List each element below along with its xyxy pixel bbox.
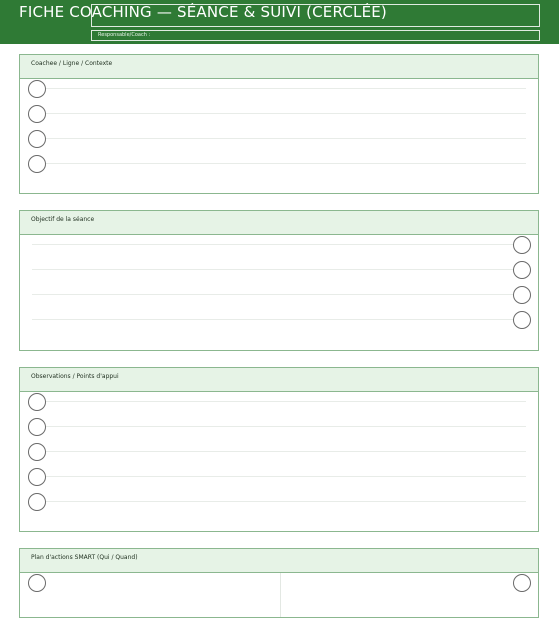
write-line[interactable] bbox=[32, 451, 526, 452]
write-line[interactable] bbox=[32, 113, 526, 114]
checkbox-circle[interactable] bbox=[28, 493, 46, 511]
checkbox-circle[interactable] bbox=[513, 311, 531, 329]
write-line[interactable] bbox=[32, 401, 526, 402]
write-line[interactable] bbox=[32, 88, 526, 89]
checkbox-circle[interactable] bbox=[28, 468, 46, 486]
page-header bbox=[0, 0, 559, 44]
section-header bbox=[20, 549, 538, 573]
checkbox-circle[interactable] bbox=[28, 393, 46, 411]
coach-field[interactable] bbox=[91, 30, 540, 41]
write-line[interactable] bbox=[32, 476, 526, 477]
section-header bbox=[20, 211, 538, 235]
section-title: Coachee / Ligne / Contexte bbox=[31, 60, 113, 67]
write-line[interactable] bbox=[32, 269, 526, 270]
checkbox-circle[interactable] bbox=[28, 155, 46, 173]
checkbox-circle[interactable] bbox=[513, 236, 531, 254]
section-observations bbox=[19, 367, 539, 532]
write-line[interactable] bbox=[32, 319, 526, 320]
title-field-box bbox=[91, 4, 540, 27]
write-line[interactable] bbox=[32, 138, 526, 139]
write-line[interactable] bbox=[32, 163, 526, 164]
write-line[interactable] bbox=[32, 294, 526, 295]
column-divider bbox=[280, 573, 281, 617]
checkbox-circle[interactable] bbox=[513, 286, 531, 304]
checkbox-circle[interactable] bbox=[513, 261, 531, 279]
checkbox-circle[interactable] bbox=[28, 418, 46, 436]
section-coachee-context bbox=[19, 54, 539, 194]
coach-field-label: Responsable/Coach : bbox=[98, 32, 151, 38]
section-title: Plan d'actions SMART (Qui / Quand) bbox=[31, 554, 138, 561]
checkbox-circle[interactable] bbox=[28, 80, 46, 98]
checkbox-circle[interactable] bbox=[28, 105, 46, 123]
write-line[interactable] bbox=[32, 501, 526, 502]
write-line[interactable] bbox=[32, 426, 526, 427]
section-header bbox=[20, 55, 538, 79]
section-smart-action-plan bbox=[19, 548, 539, 618]
checkbox-circle[interactable] bbox=[28, 574, 46, 592]
write-line[interactable] bbox=[32, 244, 526, 245]
section-session-objective bbox=[19, 210, 539, 351]
checkbox-circle[interactable] bbox=[28, 130, 46, 148]
page-title: FICHE COACHING — SÉANCE & SUIVI (CERCLÉE) bbox=[19, 3, 387, 21]
section-title: Observations / Points d'appui bbox=[31, 373, 119, 380]
section-header bbox=[20, 368, 538, 392]
checkbox-circle[interactable] bbox=[513, 574, 531, 592]
checkbox-circle[interactable] bbox=[28, 443, 46, 461]
section-title: Objectif de la séance bbox=[31, 216, 95, 223]
